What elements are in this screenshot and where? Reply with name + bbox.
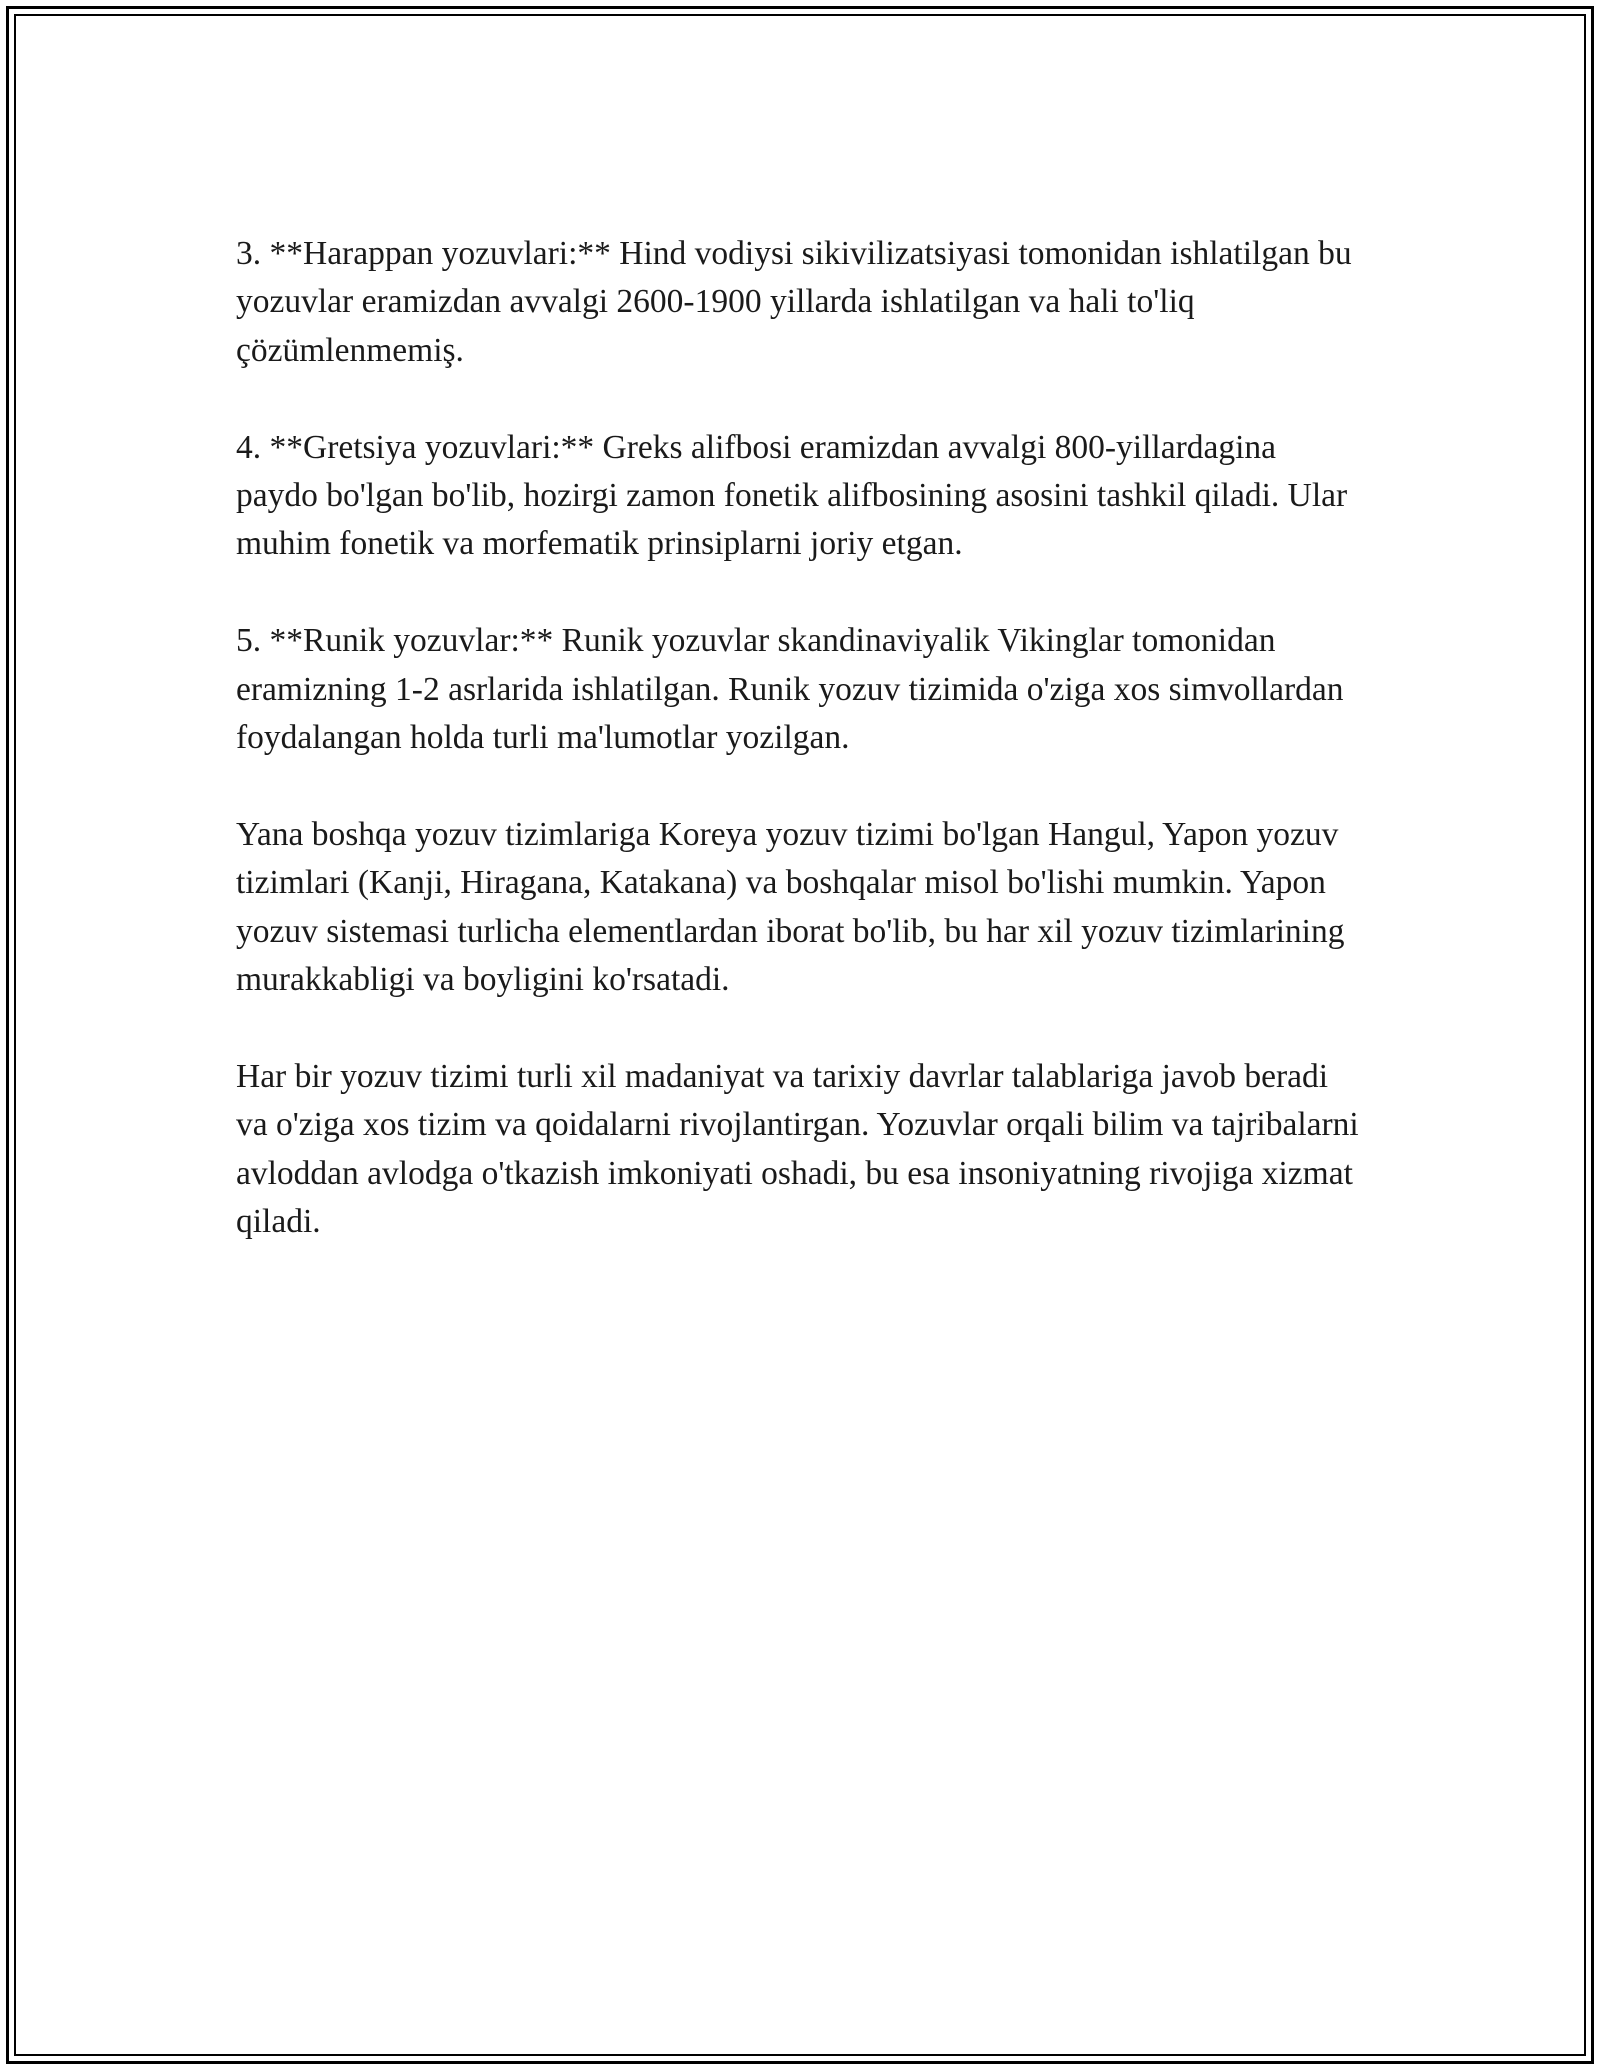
paragraph-other-systems: Yana boshqa yozuv tizimlariga Koreya yozuv tizimi bo'lgan Hangul, Yapon yozuv tizimlari (Kanji, Hiragana, Katakana) va boshqalar misol bo'lishi mumkin. Yapon yozuv sistemasi turlicha elementlardan iborat bo'lib, bu har xil yozuv tizimlarining murakkabligi va boyligini ko'rsatadi. xyxy=(236,815,1345,999)
paragraph-conclusion: Har bir yozuv tizimi turli xil madaniyat va tarixiy davrlar talablariga javob beradi va o'ziga xos tizim va qoidalarni rivojlantirgan. Yozuvlar orqali bilim va tajribalarni avloddan avlodga o'tkazish imkoniyati oshadi, bu esa insoniyatning rivojiga xizmat qiladi. xyxy=(236,1057,1359,1241)
paragraph-runik: 5. **Runik yozuvlar:** Runik yozuvlar skandinaviyalik Vikinglar tomonidan eramizning 1-2 asrlarida ishlatilgan. Runik yozuv tizimida o'ziga xos simvollardan foydalangan holda turli ma'lumotlar yozilgan. xyxy=(236,622,1344,757)
paragraph-gretsiya: 4. **Gretsiya yozuvlari:** Greks alifbosi eramizdan avvalgi 800-yillardagina paydo bo'lgan bo'lib, hozirgi zamon fonetik alifbosining asosini tashkil qiladi. Ular muhim fonetik va morfematik prinsiplarni joriy etgan. xyxy=(236,428,1348,563)
document-body xyxy=(236,230,1366,1295)
paragraph-harappan: 3. **Harappan yozuvlari:** Hind vodiysi sikivilizatsiyasi tomonidan ishlatilgan bu yozuvlar eramizdan avvalgi 2600-1900 yillarda ishlatilgan va hali to'liq çözümlenmemiş. xyxy=(236,235,1352,369)
